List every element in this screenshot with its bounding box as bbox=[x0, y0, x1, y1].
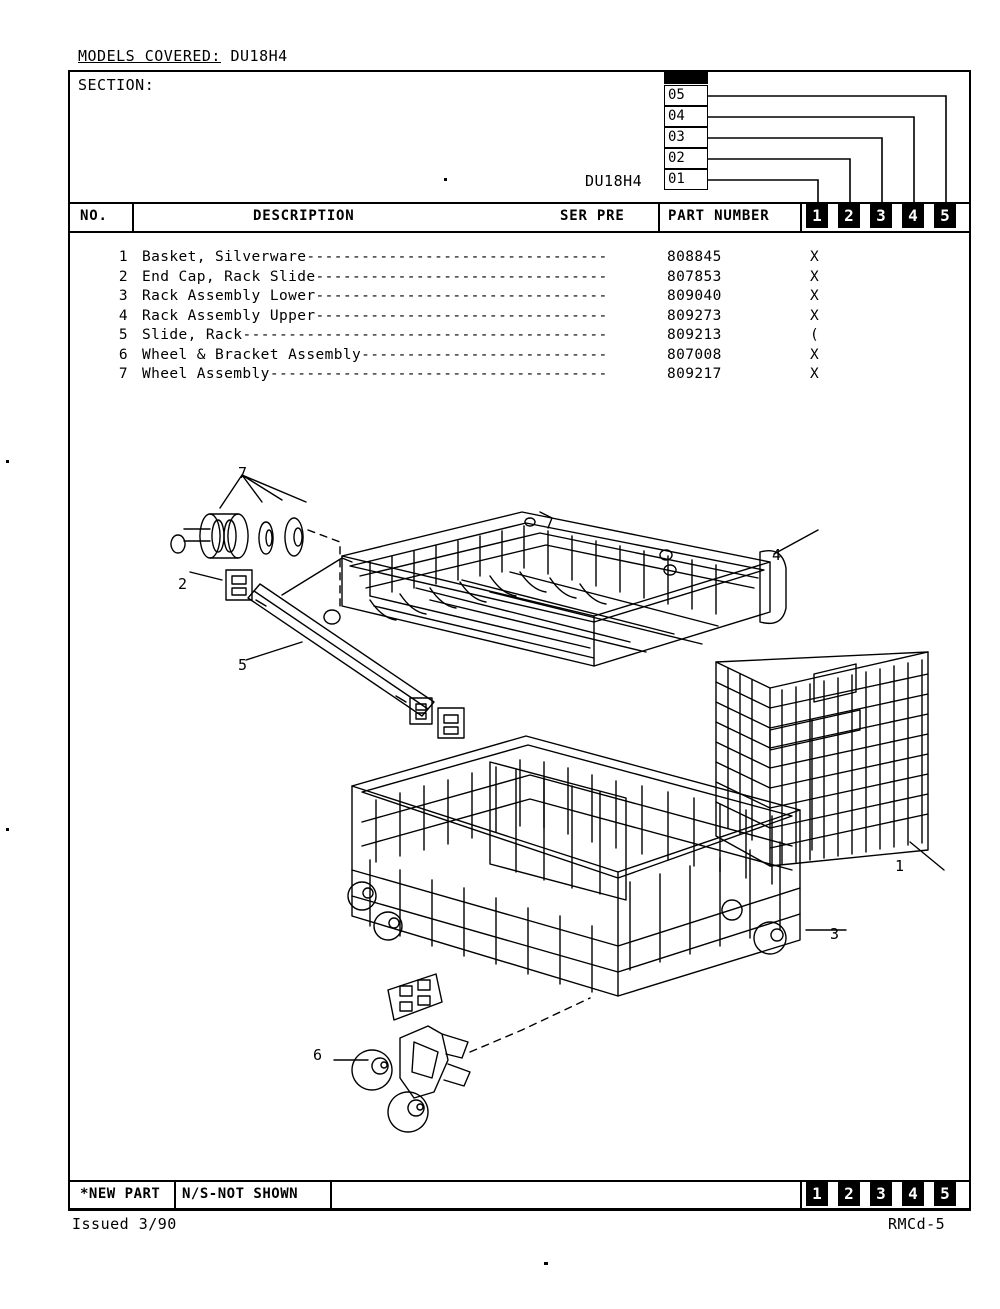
diagram-callout-4: 4 bbox=[772, 546, 782, 564]
part-number: 809217 bbox=[667, 366, 722, 382]
code-cell-05: 05 bbox=[664, 85, 708, 106]
model-code-stack bbox=[664, 72, 708, 200]
model-column-2: 2 bbox=[838, 204, 860, 228]
header-divider-1 bbox=[132, 202, 134, 233]
part-model-mark: X bbox=[810, 288, 820, 304]
part-description: Wheel Assembly------------------------------------- bbox=[142, 366, 608, 382]
col-header-ser-pre: SER PRE bbox=[560, 208, 625, 224]
parts-row bbox=[110, 248, 900, 268]
footer-model-column-4: 4 bbox=[902, 1182, 924, 1206]
header-rule-top bbox=[68, 202, 971, 204]
part-model-mark: X bbox=[810, 307, 820, 324]
models-covered-label: MODELS COVERED: bbox=[78, 47, 221, 65]
parts-row bbox=[110, 365, 900, 385]
part-model-mark: X bbox=[810, 268, 820, 285]
part-description: Rack Assembly Lower-------------------------------- bbox=[142, 288, 608, 304]
header-rule-bottom bbox=[68, 231, 971, 233]
part-model-mark: X bbox=[810, 249, 820, 265]
part-number: 809213 bbox=[667, 327, 722, 343]
model-column-3: 3 bbox=[870, 204, 892, 228]
footer-model-column-3: 3 bbox=[870, 1182, 892, 1206]
footer-rule-top bbox=[68, 1180, 971, 1182]
diagram-callout-3: 3 bbox=[830, 925, 840, 943]
part-index: 1 bbox=[118, 249, 128, 265]
part-number: 809040 bbox=[667, 288, 722, 304]
document-reference: RMCd-5 bbox=[888, 1215, 946, 1233]
issued-date: Issued 3/90 bbox=[72, 1215, 177, 1233]
col-header-part-number: PART NUMBER bbox=[668, 208, 770, 224]
model-name: DU18H4 bbox=[585, 172, 643, 190]
part-index: 5 bbox=[118, 327, 128, 343]
parts-row bbox=[110, 346, 900, 366]
code-cell-01: 01 bbox=[664, 169, 708, 190]
col-header-description: DESCRIPTION bbox=[253, 208, 355, 224]
part-model-mark: ( bbox=[810, 327, 820, 343]
model-column-4: 4 bbox=[902, 204, 924, 228]
diagram-callout-5: 5 bbox=[238, 656, 248, 674]
footer-divider-2 bbox=[330, 1180, 332, 1211]
parts-row bbox=[110, 326, 900, 346]
models-covered-value: DU18H4 bbox=[230, 47, 288, 65]
parts-row bbox=[110, 268, 900, 288]
part-description: Basket, Silverware--------------------------------- bbox=[142, 249, 608, 265]
section-label: SECTION: bbox=[78, 76, 155, 94]
exploded-view-diagram bbox=[70, 430, 970, 1180]
scan-artifact bbox=[6, 460, 9, 463]
parts-list bbox=[110, 248, 900, 385]
diagram-callout-6: 6 bbox=[313, 1046, 323, 1064]
footer-not-shown-label: N/S-NOT SHOWN bbox=[182, 1186, 299, 1202]
col-header-no: NO. bbox=[80, 208, 108, 224]
footer-new-part-label: *NEW PART bbox=[80, 1186, 161, 1202]
part-model-mark: X bbox=[810, 346, 820, 363]
footer-model-column-2: 2 bbox=[838, 1182, 860, 1206]
part-index: 6 bbox=[118, 346, 128, 363]
part-description: Slide, Rack---------------------------------------- bbox=[142, 327, 608, 343]
part-description: Wheel & Bracket Assembly--------------------------- bbox=[142, 346, 608, 363]
diagram-callout-2: 2 bbox=[178, 575, 188, 593]
diagram-callout-1: 1 bbox=[895, 857, 905, 875]
footer-divider-1 bbox=[174, 1180, 176, 1211]
part-index: 4 bbox=[118, 307, 128, 324]
part-index: 7 bbox=[118, 366, 128, 382]
part-index: 3 bbox=[118, 288, 128, 304]
code-cell-04: 04 bbox=[664, 106, 708, 127]
header-divider-3 bbox=[800, 202, 802, 233]
part-number: 808845 bbox=[667, 249, 722, 265]
diagram-callout-7: 7 bbox=[238, 464, 248, 482]
code-stack-cap bbox=[664, 72, 708, 84]
scan-artifact bbox=[544, 1262, 548, 1265]
model-column-1: 1 bbox=[806, 204, 828, 228]
scan-artifact bbox=[444, 178, 447, 181]
part-description: End Cap, Rack Slide-------------------------------- bbox=[142, 268, 608, 285]
model-column-5: 5 bbox=[934, 204, 956, 228]
scan-artifact bbox=[6, 828, 9, 831]
code-cell-03: 03 bbox=[664, 127, 708, 148]
part-number: 807008 bbox=[667, 346, 722, 363]
part-description: Rack Assembly Upper-------------------------------- bbox=[142, 307, 608, 324]
part-index: 2 bbox=[118, 268, 128, 285]
parts-row bbox=[110, 287, 900, 307]
footer-rule-bottom bbox=[68, 1209, 971, 1211]
part-number: 809273 bbox=[667, 307, 722, 324]
footer-model-column-5: 5 bbox=[934, 1182, 956, 1206]
footer-divider-3 bbox=[800, 1180, 802, 1211]
header-divider-2 bbox=[658, 202, 660, 233]
part-number: 807853 bbox=[667, 268, 722, 285]
footer-model-column-1: 1 bbox=[806, 1182, 828, 1206]
parts-row bbox=[110, 307, 900, 327]
code-cell-02: 02 bbox=[664, 148, 708, 169]
models-covered-line bbox=[78, 47, 288, 65]
part-model-mark: X bbox=[810, 366, 820, 382]
